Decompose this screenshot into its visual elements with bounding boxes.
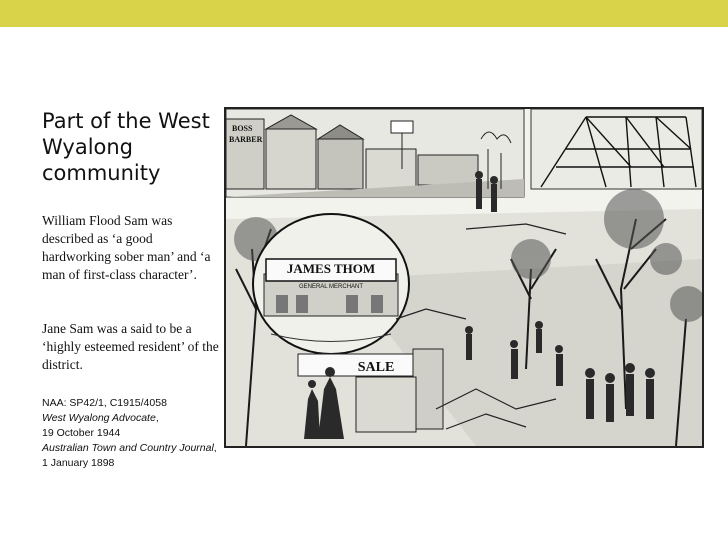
slide-title: Part of the West Wyalong community — [42, 109, 210, 185]
barber-sign: BARBER — [229, 135, 263, 144]
sale-sign-text: SALE — [357, 360, 395, 375]
reference-advocate-punct: , — [155, 412, 159, 424]
reference-naa: NAA: SP42/1, C1915/4058 — [42, 397, 167, 409]
general-merchant-sign: GENERAL MERCHANT — [298, 284, 364, 290]
top-accent-bar — [0, 0, 728, 27]
engraving-illustration — [226, 109, 702, 446]
reference-advocate-title: West Wyalong Advocate — [42, 412, 156, 424]
paragraph-jane: Jane Sam was a said to be a ‘highly esteemed resident’ of the district. — [42, 321, 219, 372]
reference-advocate — [42, 411, 222, 426]
mine-headframe-panel — [531, 109, 702, 189]
store-vignette — [253, 214, 409, 354]
reference-journal-title: Australian Town and Country Journal — [42, 442, 214, 454]
paragraph-william: William Flood Sam was described as ‘a good hardworking sober man’ and ‘a man of first-class character’. — [42, 213, 211, 282]
references — [42, 396, 222, 471]
reference-advocate-date: 19 October 1944 — [42, 427, 121, 439]
boss-sign: BOSS — [232, 124, 253, 133]
james-thom-sign: JAMES THOM — [286, 261, 376, 276]
reference-journal-date: , 1 January 1898 — [42, 442, 217, 469]
reference-journal — [42, 441, 222, 471]
historical-engraving — [224, 107, 704, 448]
